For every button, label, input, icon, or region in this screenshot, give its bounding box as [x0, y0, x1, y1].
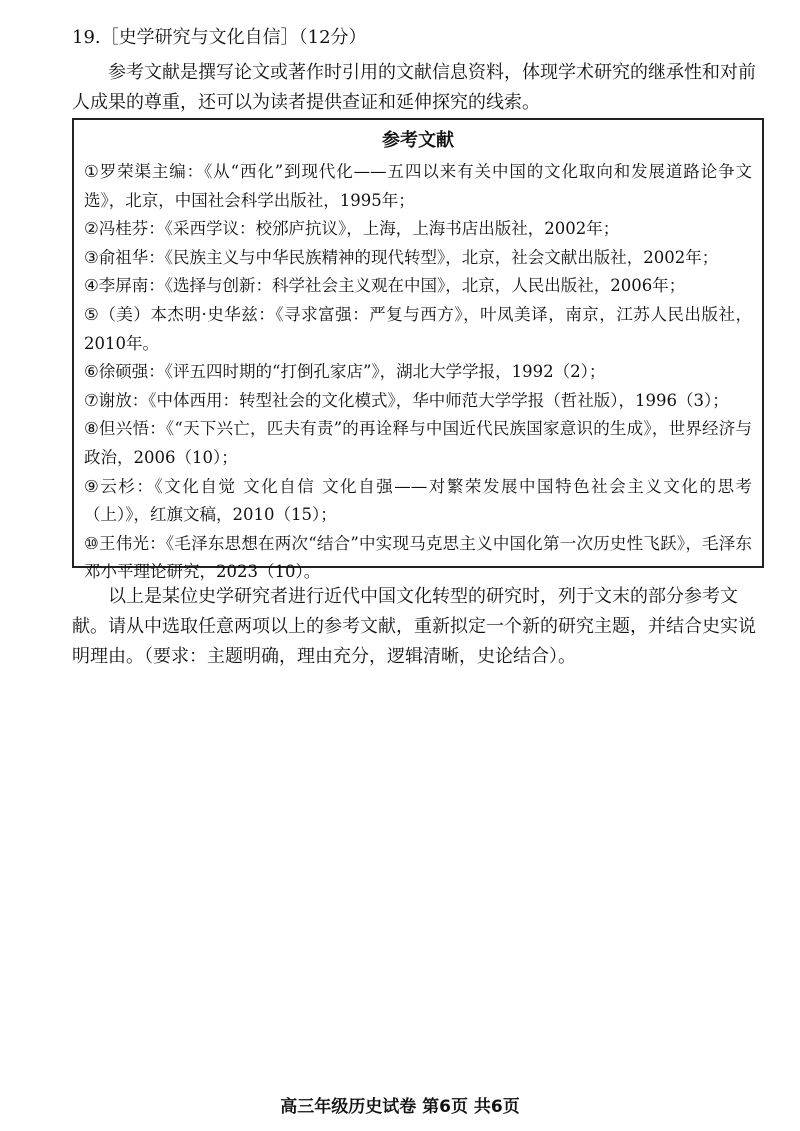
reference-number: ⑧: [84, 419, 99, 439]
reference-number: ④: [84, 276, 99, 296]
page-footer: 高三年级历史试卷 第6页 共6页: [280, 1097, 520, 1117]
reference-item: [84, 215, 752, 244]
reference-text: 但兴悟：《“天下兴亡，匹夫有责”的再诠释与中国近代民族国家意识的生成》，世界经济与政治，2006（10）；: [84, 419, 752, 467]
reference-heading: 参考文献: [382, 130, 454, 151]
reference-box: [72, 118, 764, 582]
reference-item: [84, 387, 752, 416]
reference-number: ③: [84, 247, 99, 267]
reference-item: [84, 272, 752, 301]
reference-text: 罗荣渠主编：《从“西化”到现代化——五四以来有关中国的文化取向和发展道路论争文选》，北京，中国社会科学出版社，1995年；: [84, 162, 752, 210]
reference-text: 云杉：《文化自觉 文化自信 文化自强——对繁荣发展中国特色社会主义文化的思考（上）》，红旗文稿，2010（15）；: [84, 476, 752, 525]
reference-item: [84, 158, 752, 215]
reference-text: 俞祖华：《民族主义与中华民族精神的现代转型》，北京，社会文献出版社，2002年；: [98, 247, 719, 267]
reference-text: 李屏南：《选择与创新：科学社会主义观在中国》，北京，人民出版社，2006年；: [98, 276, 686, 296]
reference-text: 冯桂芬：《采西学议：校邠庐抗议》，上海，上海书店出版社，2002年；: [98, 219, 620, 239]
reference-item: [84, 358, 752, 387]
reference-text: 王伟光：《毛泽东思想在两次“结合”中实现马克思主义中国化第一次历史性飞跃》，毛泽东邓小平理论研究，2023（10）。: [84, 533, 752, 582]
reference-text: 徐硕强：《评五四时期的“打倒孔家店”》，湖北大学学报，1992（2）；: [98, 362, 606, 382]
reference-item: [84, 530, 752, 587]
reference-text: 谢放：《中体西用：转型社会的文化模式》，华中师范大学学报（哲社版），1996（3）；: [98, 390, 729, 410]
reference-number: ①: [84, 162, 99, 181]
reference-number: ⑥: [84, 362, 99, 382]
reference-item: [84, 473, 752, 530]
reference-item: [84, 415, 752, 472]
question-intro: 参考文献是撰写论文或著作时引用的文献信息资料，体现学术研究的继承性和对前人成果的尊重，还可以为读者提供查证和延伸探究的线索。: [72, 62, 756, 113]
reference-number: ⑦: [84, 390, 99, 410]
reference-number: ②: [84, 219, 99, 239]
question-prompt: 以上是某位史学研究者进行近代中国文化转型的研究时，列于文末的部分参考文献。请从中选取任意两项以上的参考文献，重新拟定一个新的研究主题，并结合史实说明理由。（要求：主题明确，理由充分，逻辑清晰，史论结合）。: [72, 586, 756, 667]
reference-list: [84, 158, 752, 587]
question-title: 19.［史学研究与文化自信］（12分）: [72, 27, 367, 48]
reference-item: [84, 244, 752, 273]
reference-number: ⑩: [84, 533, 99, 553]
reference-number: ⑨: [84, 476, 99, 496]
reference-item: [84, 301, 752, 358]
reference-text: （美）本杰明·史华兹：《寻求富强：严复与西方》，叶凤美译，南京，江苏人民出版社，2010年。: [84, 304, 752, 353]
reference-number: ⑤: [84, 304, 99, 324]
